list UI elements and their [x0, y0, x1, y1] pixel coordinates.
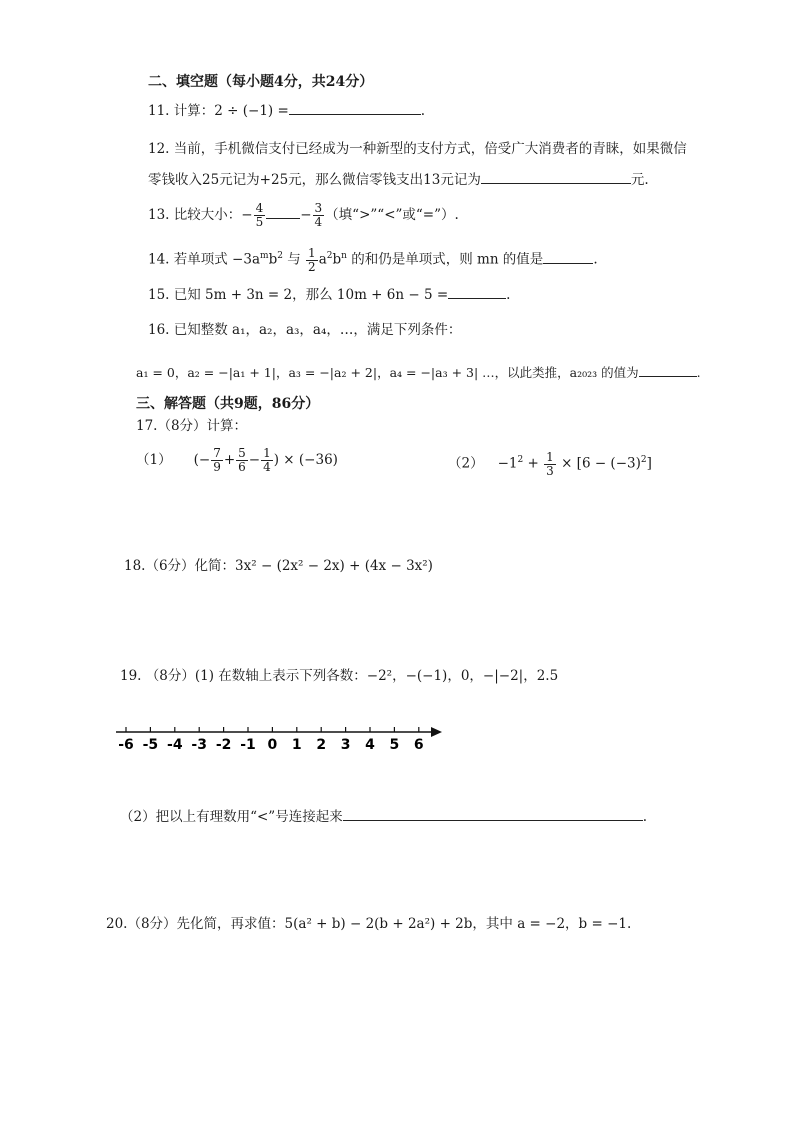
number-line-tick-label: -2: [215, 737, 232, 753]
q15-text: 15. 已知 5m + 3n = 2，那么 10m + 6n − 5 =: [148, 287, 449, 303]
number-line-tick-label: -1: [240, 737, 256, 753]
q17-frac-5-6: $\frac{5}{6}$: [238, 446, 246, 474]
q14-sup-m: m: [260, 251, 269, 261]
q14-sup-2: 2: [277, 251, 283, 261]
number-line-tick-label: 2: [316, 737, 327, 753]
q14-fraction: $\frac{1}{2}$: [308, 245, 316, 274]
q17-frac-1-3: $\frac{1}{3}$: [546, 449, 554, 478]
number-line-tick-label: -4: [167, 737, 183, 753]
q13-mid: −: [300, 207, 312, 223]
q17-frac-7-9: $\frac{7}{9}$: [213, 446, 221, 474]
q12-line2-text: 零钱收入25元记为+25元，那么微信零钱支出13元记为: [148, 172, 481, 188]
q17-p1-plus: +: [223, 452, 236, 468]
q11-prefix: 11. 计算：: [148, 103, 215, 119]
question-13: [148, 200, 459, 230]
q13-fraction-1: $\frac{4}{5}$: [255, 201, 264, 229]
q14-answer-blank[interactable]: [543, 249, 593, 264]
q17-p2-a: −1: [497, 455, 518, 472]
q13-prefix: 13. 比较大小：−: [148, 207, 253, 223]
question-11: [148, 100, 425, 121]
number-line-tick-label: 3: [340, 737, 351, 753]
q17-p2-plus: +: [523, 455, 544, 472]
q14-b: b: [268, 251, 278, 268]
number-line-tick-label: 5: [389, 737, 400, 753]
q13-hint: （填“>”“<”或“=”）.: [325, 207, 459, 223]
q16-end: .: [696, 365, 701, 380]
q17-p2-close: ]: [646, 455, 652, 472]
question-17-part2: [448, 444, 652, 480]
q19-line2-text: （2）把以上有理数用“<”号连接起来: [120, 809, 343, 825]
q17-p1-close: ) × (−36): [273, 452, 338, 468]
q17-p1-minus: −: [248, 452, 261, 468]
q14-suffix: 的和仍是单项式，则 mn 的值是: [346, 251, 544, 268]
number-line-tick-label: 6: [413, 737, 424, 753]
q14-b2: b: [332, 251, 342, 268]
number-line-tick-label: -6: [118, 737, 134, 753]
q12-answer-blank[interactable]: [481, 169, 631, 184]
q15-answer-blank[interactable]: [448, 284, 506, 299]
q12-end: 元.: [630, 172, 649, 188]
section2-title: 二、填空题（每小题4分，共24分）: [148, 74, 374, 90]
question-12-line1: 12. 当前，手机微信支付已经成为一种新型的支付方式，倍受广大消费者的青睐，如果微信: [148, 141, 687, 157]
q17-p2-sup: 2: [517, 455, 524, 465]
question-18: 18.（6分）化简：3x² − (2x² − 2x) + (4x − 3x²): [124, 558, 433, 574]
number-line-tick-label: -3: [191, 737, 207, 753]
question-19-line2: [120, 806, 647, 827]
question-17-title: 17.（8分）计算：: [136, 418, 248, 434]
q19-end: .: [642, 809, 648, 825]
number-line-tick-label: 0: [267, 737, 278, 753]
question-16-line2: [136, 362, 701, 383]
q17-p1-open: (−: [193, 452, 211, 468]
number-line-tick-label: 4: [365, 737, 375, 753]
q19-answer-blank[interactable]: [343, 806, 643, 821]
number-line-ticks: [118, 727, 423, 753]
question-17-part1: [136, 444, 338, 476]
q14-sup-n: n: [341, 251, 347, 261]
q16-answer-blank[interactable]: [639, 362, 697, 377]
question-19-line1: 19. （8分）(1) 在数轴上表示下列各数：−2²，−(−1)，0，−|−2|，2.5: [120, 668, 559, 684]
q14-sup-2b: 2: [326, 251, 333, 261]
question-20: 20.（8分）先化简，再求值：5(a² + b) − 2(b + 2a²) + 2b，其中 a = −2，b = −1.: [106, 916, 632, 932]
question-15: [148, 284, 510, 305]
q14-with: 与: [282, 251, 306, 268]
question-12-line2: [148, 169, 649, 190]
number-line-arrow-icon: [431, 727, 442, 737]
q17-frac-1-4: $\frac{1}{4}$: [263, 446, 271, 474]
q17-p2-bracket: × [6 − (−3): [556, 455, 641, 472]
q13-answer-blank[interactable]: [266, 204, 300, 219]
q14-prefix: 14. 若单项式 −3a: [148, 251, 261, 268]
question-16-line1: 16. 已知整数 a₁，a₂，a₃，a₄，…，满足下列条件：: [148, 322, 462, 338]
section3-title: 三、解答题（共9题，86分）: [136, 396, 320, 412]
q14-a: a: [318, 251, 327, 268]
number-line[interactable]: [112, 722, 452, 762]
q13-fraction-2: $\frac{3}{4}$: [314, 201, 323, 229]
q17-p2-sup2: 2: [640, 455, 647, 465]
question-14: [148, 241, 598, 275]
q17-p2-label: （2）: [448, 455, 484, 472]
q11-expr: 2 ÷ (−1) =: [214, 103, 289, 119]
q16-line2-text: a₁ = 0，a₂ = −|a₁ + 1|，a₃ = −|a₂ + 2|，a₄ = −|a₃ + 3| …，以此类推，a₂₀₂₃ 的值为: [136, 365, 639, 380]
q17-p1-label: （1）: [136, 452, 172, 468]
q11-end: .: [420, 103, 426, 119]
number-line-tick-label: -5: [142, 737, 159, 753]
q15-end: .: [506, 287, 511, 303]
q14-end: .: [593, 251, 598, 268]
number-line-tick-label: 1: [291, 737, 302, 753]
q11-answer-blank[interactable]: [289, 100, 421, 115]
